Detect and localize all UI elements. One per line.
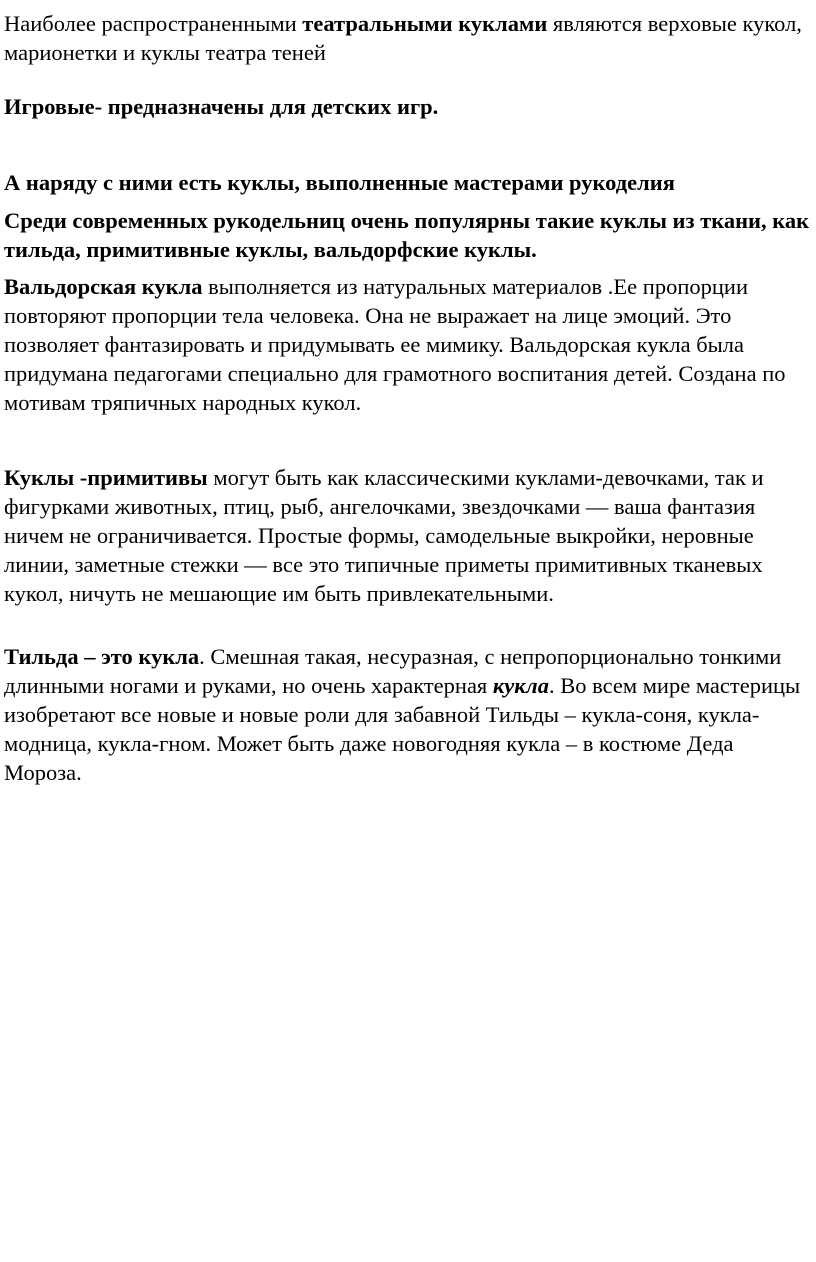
- paragraph-game-dolls: [4, 92, 812, 121]
- modern-crafters-text: Среди современных рукодельниц очень популярны такие куклы из ткани, как тильда, примитивные куклы, вальдорфские куклы.: [4, 208, 810, 262]
- intro-text-end: являются верховые кукол, марионетки и куклы театра теней: [4, 11, 802, 65]
- tilda-description-1: . Смешная такая, несуразная, с непропорционально тонкими длинными ногами и руками, но очень характерная: [4, 644, 782, 698]
- paragraph-intro: [4, 9, 812, 67]
- handmade-text: А наряду с ними есть куклы, выполненные мастерами рукоделия: [4, 170, 675, 195]
- game-dolls-text: Игровые- предназначены для детских игр.: [4, 94, 439, 119]
- tilda-emphasis-italic: кукла: [492, 673, 549, 698]
- paragraph-handmade: [4, 168, 812, 197]
- paragraph-modern-crafters: [4, 206, 812, 264]
- intro-bold-term: театральными куклами: [302, 11, 548, 36]
- tilda-term: Тильда – это кукла: [4, 644, 200, 669]
- paragraph-primitive: [4, 463, 812, 608]
- primitive-term: Куклы -примитивы: [4, 465, 208, 490]
- tilda-description-2: . Во всем мире мастерицы изобретают все новые и новые роли для забавной Тильды – кукла-соня, кукла-модница, кукла-гном. Может быть даже новогодняя кукла – в костюме Деда Мороза.: [4, 673, 801, 785]
- paragraph-waldorf: [4, 272, 812, 417]
- paragraph-tilda: [4, 642, 812, 787]
- intro-text-start: Наиболее распространенными: [4, 11, 303, 36]
- waldorf-description: выполняется из натуральных материалов .Ее пропорции повторяют пропорции тела человека. Она не выражает на лице эмоций. Это позволяет фантазировать и придумывать ее мимику. Вальдорская кукла была придумана педагогами специально для грамотного воспитания детей. Создана по мотивам тряпичных народных кукол.: [4, 274, 786, 415]
- waldorf-term: Вальдорская кукла: [4, 274, 203, 299]
- tilda-emphasis: [493, 673, 549, 698]
- primitive-description: могут быть как классическими куклами-девочками, так и фигурками животных, птиц, рыб, ангелочками, звездочками — ваша фантазия ничем не ограничивается. Простые формы, самодельные выкройки, неровные линии, заметные стежки — все это типичные приметы примитивных тканевых кукол, ничуть не мешающие им быть привлекательными.: [4, 465, 764, 606]
